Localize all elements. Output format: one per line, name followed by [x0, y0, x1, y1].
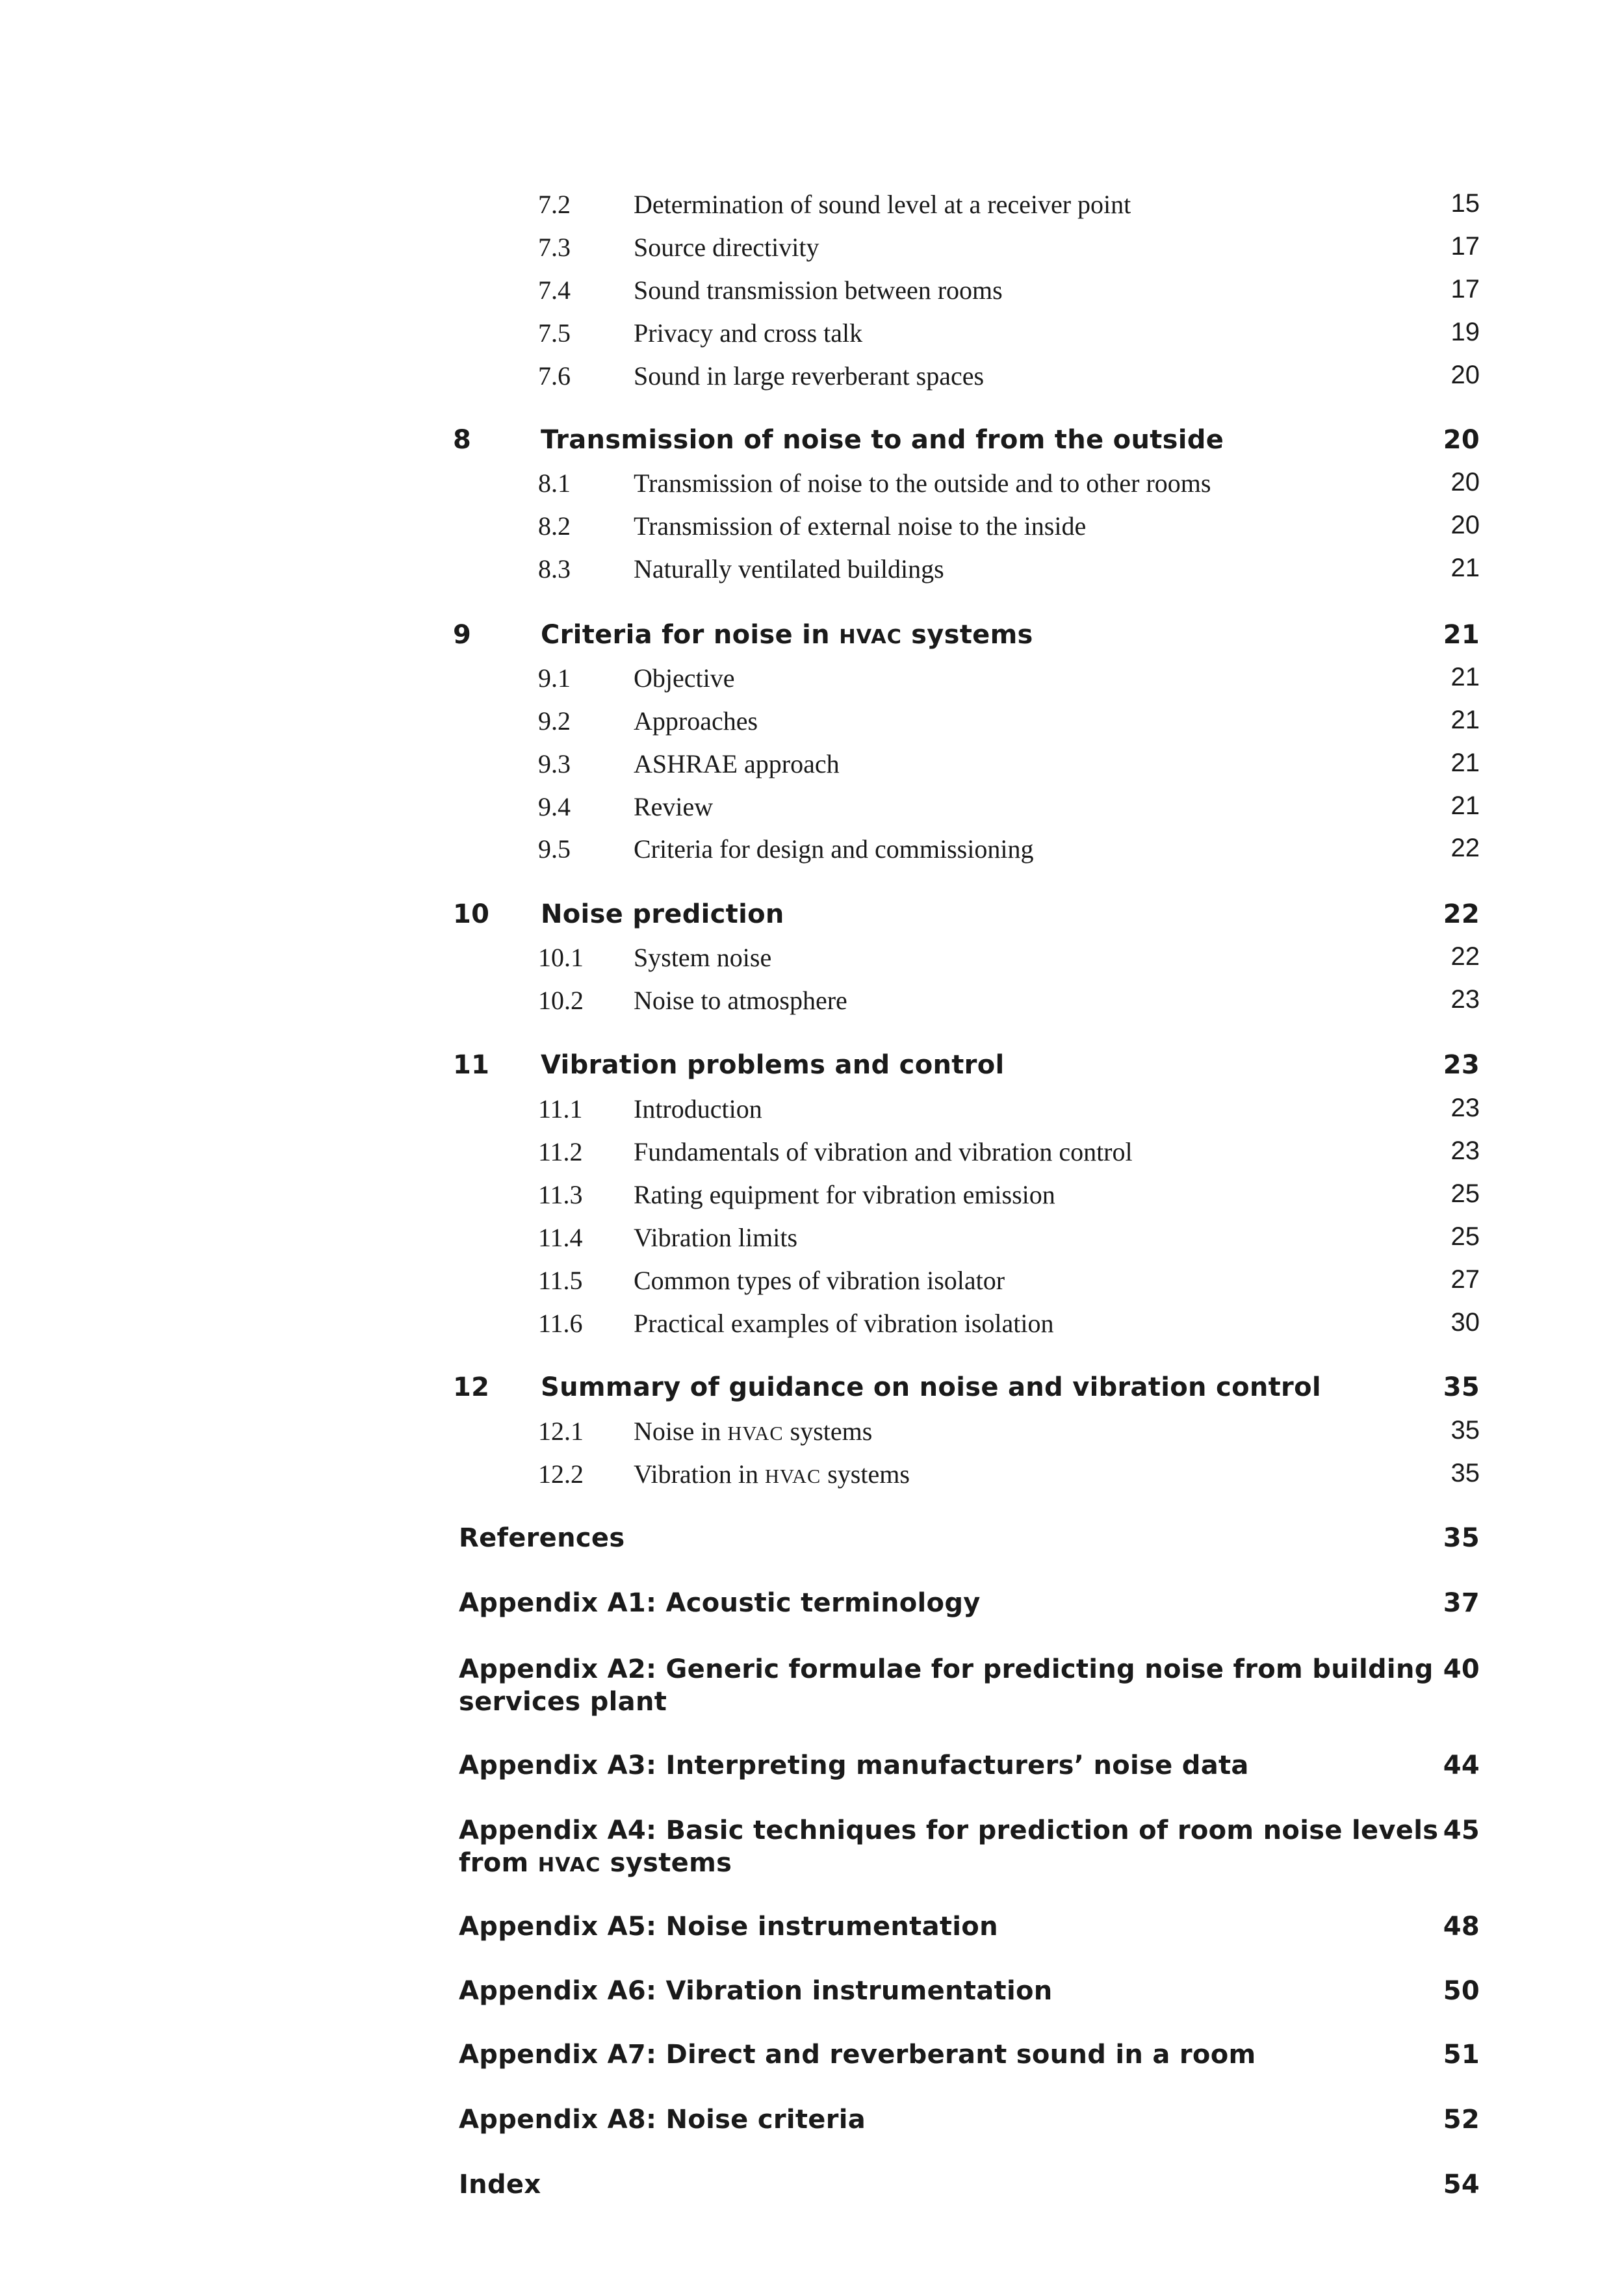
- appendix-title-text: from: [459, 1848, 538, 1878]
- section-title: Sound in large reverberant spaces: [634, 361, 985, 391]
- appendix-title: Appendix A7: Direct and reverberant sound in a room: [459, 2040, 1256, 2070]
- section-title: Privacy and cross talk: [634, 318, 863, 348]
- section-number: 9.2: [538, 706, 571, 736]
- section-title: [634, 1419, 872, 1445]
- page-number: 35: [1450, 1459, 1480, 1487]
- page-number: 35: [1443, 1372, 1480, 1402]
- page-number: 23: [1450, 1137, 1480, 1165]
- page-number: 23: [1443, 1050, 1480, 1080]
- section-number: 12.1: [538, 1417, 584, 1446]
- section-number: 11.6: [538, 1309, 583, 1338]
- chapter-title-text: systems: [901, 620, 1033, 650]
- appendix-title: Appendix A8: Noise criteria: [459, 2105, 866, 2135]
- page-number: 20: [1450, 511, 1480, 539]
- section-title: Transmission of external noise to the inside: [634, 511, 1087, 541]
- page-number: 21: [1450, 791, 1480, 820]
- section-number: 11.5: [538, 1266, 583, 1295]
- appendix-title: Appendix A2: Generic formulae for predicting noise from building: [459, 1654, 1434, 1684]
- page-number: 45: [1443, 1816, 1480, 1845]
- chapter-number: 8: [453, 425, 472, 455]
- section-number: 7.5: [538, 318, 571, 348]
- page-number: 48: [1443, 1912, 1480, 1942]
- section-title-text: systems: [783, 1417, 873, 1446]
- section-title-text: systems: [821, 1459, 910, 1489]
- appendix-title: Appendix A3: Interpreting manufacturers’ noise data: [459, 1751, 1249, 1780]
- section-number: 8.3: [538, 554, 571, 584]
- appendix-title: Appendix A4: Basic techniques for prediction of room noise levels: [459, 1816, 1439, 1845]
- index-title: Index: [459, 2170, 541, 2200]
- chapter-title: Transmission of noise to and from the outside: [541, 425, 1224, 455]
- small-caps-text: HVAC: [727, 1422, 784, 1445]
- section-title: Objective: [634, 663, 735, 693]
- appendix-title-continued: [459, 1850, 732, 1876]
- section-title: [634, 1461, 910, 1487]
- page-number: 23: [1450, 1094, 1480, 1122]
- page-number: 27: [1450, 1265, 1480, 1294]
- appendix-title-continued: services plant: [459, 1687, 667, 1717]
- section-title: Vibration limits: [634, 1223, 798, 1252]
- page-number: 22: [1450, 834, 1480, 862]
- section-title: Sound transmission between rooms: [634, 276, 1003, 305]
- section-number: 10.1: [538, 943, 584, 972]
- section-title: Rating equipment for vibration emission: [634, 1180, 1055, 1209]
- section-number: 7.4: [538, 276, 571, 305]
- section-number: 9.4: [538, 792, 571, 821]
- chapter-number: 11: [453, 1050, 490, 1080]
- section-number: 7.6: [538, 361, 571, 391]
- section-number: 7.2: [538, 190, 571, 219]
- references-title: References: [459, 1523, 625, 1553]
- chapter-number: 12: [453, 1372, 490, 1402]
- chapter-title: Vibration problems and control: [541, 1050, 1005, 1080]
- chapter-title: [541, 622, 1033, 648]
- chapter-number: 9: [453, 620, 472, 650]
- page-number: 50: [1443, 1976, 1480, 2006]
- page-number: 30: [1450, 1308, 1480, 1337]
- page-number: 20: [1450, 468, 1480, 496]
- page-number: 35: [1443, 1523, 1480, 1553]
- chapter-title: Summary of guidance on noise and vibration control: [541, 1372, 1321, 1402]
- page-number: 52: [1443, 2105, 1480, 2135]
- section-title-text: Vibration in: [634, 1459, 766, 1489]
- section-title: Common types of vibration isolator: [634, 1266, 1005, 1295]
- page-number: 23: [1450, 985, 1480, 1014]
- page-number: 44: [1443, 1751, 1480, 1780]
- section-title: Naturally ventilated buildings: [634, 554, 944, 584]
- appendix-title: Appendix A5: Noise instrumentation: [459, 1912, 998, 1942]
- page-number: 40: [1443, 1654, 1480, 1684]
- page-number: 21: [1443, 620, 1480, 650]
- small-caps-text: HVAC: [765, 1465, 821, 1487]
- page-number: 20: [1450, 361, 1480, 389]
- page-number: 17: [1450, 275, 1480, 303]
- section-title: Source directivity: [634, 233, 819, 262]
- page-number: 19: [1450, 318, 1480, 346]
- section-title: ASHRAE approach: [634, 749, 840, 778]
- page-number: 21: [1450, 749, 1480, 777]
- section-title: Criteria for design and commissioning: [634, 834, 1034, 864]
- page-number: 37: [1443, 1588, 1480, 1618]
- chapter-title-text: Criteria for noise in: [541, 620, 840, 650]
- page-number: 20: [1443, 425, 1480, 455]
- chapter-number: 10: [453, 899, 490, 929]
- section-number: 12.2: [538, 1459, 584, 1489]
- small-caps-text: HVAC: [839, 626, 902, 649]
- appendix-title: Appendix A6: Vibration instrumentation: [459, 1976, 1053, 2006]
- page-number: 21: [1450, 663, 1480, 691]
- section-number: 8.1: [538, 469, 571, 498]
- page-number: 21: [1450, 706, 1480, 734]
- section-number: 11.1: [538, 1094, 583, 1124]
- section-title: Determination of sound level at a receiver point: [634, 190, 1131, 219]
- section-title: Approaches: [634, 706, 758, 736]
- section-number: 11.2: [538, 1137, 583, 1166]
- page-number: 35: [1450, 1416, 1480, 1445]
- section-number: 11.4: [538, 1223, 583, 1252]
- section-title: Noise to atmosphere: [634, 986, 847, 1015]
- section-title: Review: [634, 792, 714, 821]
- page-number: 21: [1450, 554, 1480, 582]
- page-number: 25: [1450, 1179, 1480, 1208]
- section-number: 10.2: [538, 986, 584, 1015]
- section-title: Practical examples of vibration isolation: [634, 1309, 1054, 1338]
- section-number: 9.5: [538, 834, 571, 864]
- section-number: 8.2: [538, 511, 571, 541]
- section-number: 7.3: [538, 233, 571, 262]
- section-number: 9.1: [538, 663, 571, 693]
- section-title: System noise: [634, 943, 772, 972]
- page-number: 17: [1450, 232, 1480, 261]
- page-number: 51: [1443, 2040, 1480, 2070]
- page-number: 15: [1450, 189, 1480, 218]
- section-title: Transmission of noise to the outside and to other rooms: [634, 469, 1211, 498]
- appendix-title-text: systems: [600, 1848, 732, 1878]
- appendix-title: Appendix A1: Acoustic terminology: [459, 1588, 981, 1618]
- small-caps-text: HVAC: [537, 1854, 601, 1877]
- section-number: 11.3: [538, 1180, 583, 1209]
- page-number: 25: [1450, 1222, 1480, 1251]
- section-title: Fundamentals of vibration and vibration control: [634, 1137, 1133, 1166]
- section-title-text: Noise in: [634, 1417, 728, 1446]
- page-number: 54: [1443, 2170, 1480, 2200]
- section-title: Introduction: [634, 1094, 762, 1124]
- page-number: 22: [1443, 899, 1480, 929]
- page-number: 22: [1450, 942, 1480, 971]
- section-number: 9.3: [538, 749, 571, 778]
- chapter-title: Noise prediction: [541, 899, 784, 929]
